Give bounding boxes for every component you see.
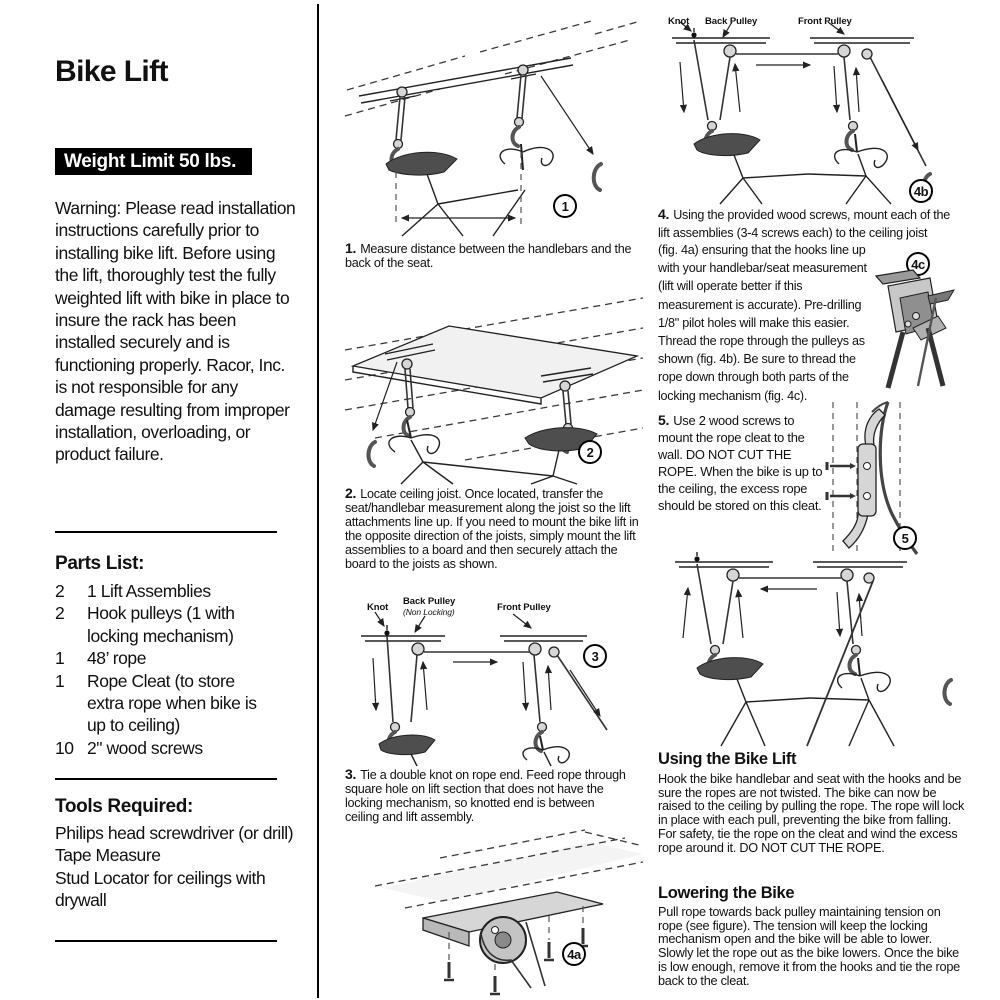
parts-list-heading: Parts List: — [55, 553, 145, 574]
fig3-label-back-pulley: Back Pulley — [403, 596, 456, 607]
tool-item: Tape Measure — [55, 845, 161, 866]
warning-text: Warning: Please read installation instructions carefully prior to installing bike lift. Before using the lift, thoroughly test the fully weighted lift with bike in place to insure the rack has been installed securely and is functioning properly. Racor, Inc. is not responsible for any damage resulting from improper installation, overloading, or product failure. — [55, 198, 296, 465]
step-4-text: 4. Using the provided wood screws, mount each of the lift assemblies (3-4 screws each) to the ceiling joist — [658, 206, 951, 241]
pulled-rope — [807, 581, 873, 746]
step-number: 4. — [658, 206, 670, 222]
step-number: 1. — [345, 240, 357, 256]
fig4b-label-knot: Knot — [668, 16, 690, 27]
figure-5-rope-cleat-illustration — [820, 402, 950, 554]
cleat-bottom-horn — [843, 514, 868, 548]
bike-handlebars — [543, 747, 569, 763]
figure-4c-number-badge: 4c — [906, 252, 930, 276]
part-qty: 10 — [55, 737, 74, 758]
step-3-text: 3. Tie a double knot on rope end. Feed rope through square hole on lift section that does not have the locking mechanism, so knotted end is between ceiling and lift assembly. — [345, 766, 626, 824]
handlebar-hook — [849, 655, 856, 674]
front-pulley — [841, 569, 853, 581]
part-row — [55, 602, 305, 647]
figure-1-bike-hanging-illustration — [345, 12, 640, 236]
part-qty: 2 — [55, 603, 65, 624]
part-desc: Hook pulleys (1 with locking mechanism) — [87, 603, 235, 646]
step-number: 2. — [345, 485, 357, 501]
step-2-text: 2. Locate ceiling joist. Once located, transfer the seat/handlebar measurement along the joist so the lift attachments line up. If you need to mount the bike lift in the opposite direction of the joists, simply mount the lift assemblies to a board and then securely attach the board to the joists as shown. — [345, 485, 639, 571]
front-pulley — [529, 643, 541, 655]
part-qty: 1 — [55, 670, 65, 691]
rope-knot — [691, 32, 696, 37]
bike-seat — [697, 658, 763, 680]
rope-cleat — [858, 444, 876, 516]
part-row — [55, 670, 305, 737]
part-desc: 48’ rope — [87, 648, 146, 669]
back-pulley — [724, 45, 736, 57]
fig4b-label-front-pulley: Front Pulley — [798, 16, 852, 27]
tool-item: Stud Locator for ceilings with drywall — [55, 867, 266, 911]
lock-arm — [928, 328, 943, 386]
section-divider — [55, 531, 277, 533]
step-4-text-continued: (fig. 4a) ensuring that the hooks line up with your handlebar/seat measurement (lift will operate better if this measurement is accurate). Pre-drilling 1/8" pilot holes will make this easier. Thread the rope through the pulleys as shown (fig. 4b). Be sure to thread the rope down through both parts of the locking mechanism (fig. 4c). — [658, 243, 867, 403]
step-5-text: 5. Use 2 wood screws to mount the rope cleat to the wall. DO NOT CUT THE ROPE. When the bike is up to the ceiling, the excess rope should be stored on this cleat. — [658, 412, 823, 513]
part-desc: 2" wood screws — [87, 737, 203, 758]
part-qty: 2 — [55, 581, 65, 601]
lowering-bike-heading: Lowering the Bike — [658, 884, 795, 902]
lowering-bike-body: Pull rope towards back pulley maintaining tension on rope (see figure). The tension will keep the locking mechanism open and the bike will be able to lower. Slowly let the rope out as the bike lowers. Once the bike is low enough, remove it from the hooks and tie the rope back to the cleat. — [658, 905, 960, 988]
weight-limit-banner: Weight Limit 50 lbs. — [55, 148, 252, 175]
figure-3-rope-threading-illustration — [345, 618, 645, 766]
back-pulley — [727, 569, 739, 581]
fig4b-label-back-pulley: Back Pulley — [705, 16, 758, 27]
section-divider — [55, 778, 277, 780]
page-title: Bike Lift — [55, 55, 168, 88]
step-number: 5. — [658, 412, 670, 428]
fig3-label-knot: Knot — [367, 602, 389, 613]
column-divider — [317, 4, 319, 998]
figure-4a-number-badge: 4a — [562, 942, 586, 966]
section-divider — [55, 940, 277, 942]
step-1-text: 1. Measure distance between the handlebars and the back of the seat. — [345, 240, 632, 270]
part-desc: Rope Cleat (to store extra rope when bike is up to ceiling) — [87, 670, 257, 736]
figure-4b-number-badge: 4b — [909, 179, 933, 203]
handlebar-hook — [512, 127, 519, 146]
bike-seat — [694, 134, 760, 156]
using-bike-lift-heading: Using the Bike Lift — [658, 750, 797, 768]
ceiling-rail — [359, 58, 571, 96]
figure-4b-rope-path-illustration — [658, 28, 958, 204]
back-pulley — [397, 87, 407, 97]
tool-item: Philips head screwdriver (or drill) — [55, 823, 294, 843]
spare-hook — [368, 442, 375, 466]
fig3-label-non-locking: (Non Locking) — [403, 607, 455, 617]
step-number: 3. — [345, 766, 357, 782]
bike-seat — [386, 152, 457, 175]
lift-pulley — [402, 359, 412, 369]
lowering-the-bike-illustration — [655, 552, 960, 746]
part-row — [55, 647, 305, 669]
rope-knot — [694, 556, 699, 561]
ceiling-board — [383, 842, 643, 902]
figure-5-number-badge: 5 — [893, 526, 917, 550]
parts-list — [55, 580, 305, 759]
part-row — [55, 737, 305, 759]
lock-arm — [888, 332, 903, 388]
part-qty: 1 — [55, 648, 65, 669]
tools-list — [55, 822, 298, 912]
tools-heading: Tools Required: — [55, 796, 193, 817]
figure-4a-bracket-mount-illustration — [345, 816, 645, 998]
part-desc: 1 Lift Assemblies — [87, 581, 211, 601]
part-row — [55, 580, 305, 602]
bike-handlebars — [411, 435, 439, 454]
back-pulley — [412, 643, 424, 655]
handlebar-hook — [846, 131, 853, 150]
rope-knot — [384, 630, 389, 635]
spare-hook — [944, 680, 951, 704]
lift-pulley — [560, 381, 570, 391]
bike-handlebars — [523, 147, 553, 165]
figure-4c-locking-mechanism-illustration — [858, 268, 958, 394]
spare-hook — [594, 164, 601, 190]
using-bike-lift-body: Hook the bike handlebar and seat with the hooks and be sure the ropes are not twisted. The bike can now be raised to the ceiling by pulling the rope. The rope will lock in place with each pull, preventing the bike from falling. For safety, tie the rope on the cleat and wind the excess rope around it. DO NOT CUT THE ROPE. — [658, 772, 965, 855]
figure-1-number-badge: 1 — [553, 194, 577, 218]
front-pulley — [518, 65, 528, 75]
figure-3-number-badge: 3 — [583, 644, 607, 668]
fig3-label-front-pulley: Front Pulley — [497, 602, 551, 613]
front-pulley — [838, 45, 850, 57]
figure-2-number-badge: 2 — [578, 440, 602, 464]
